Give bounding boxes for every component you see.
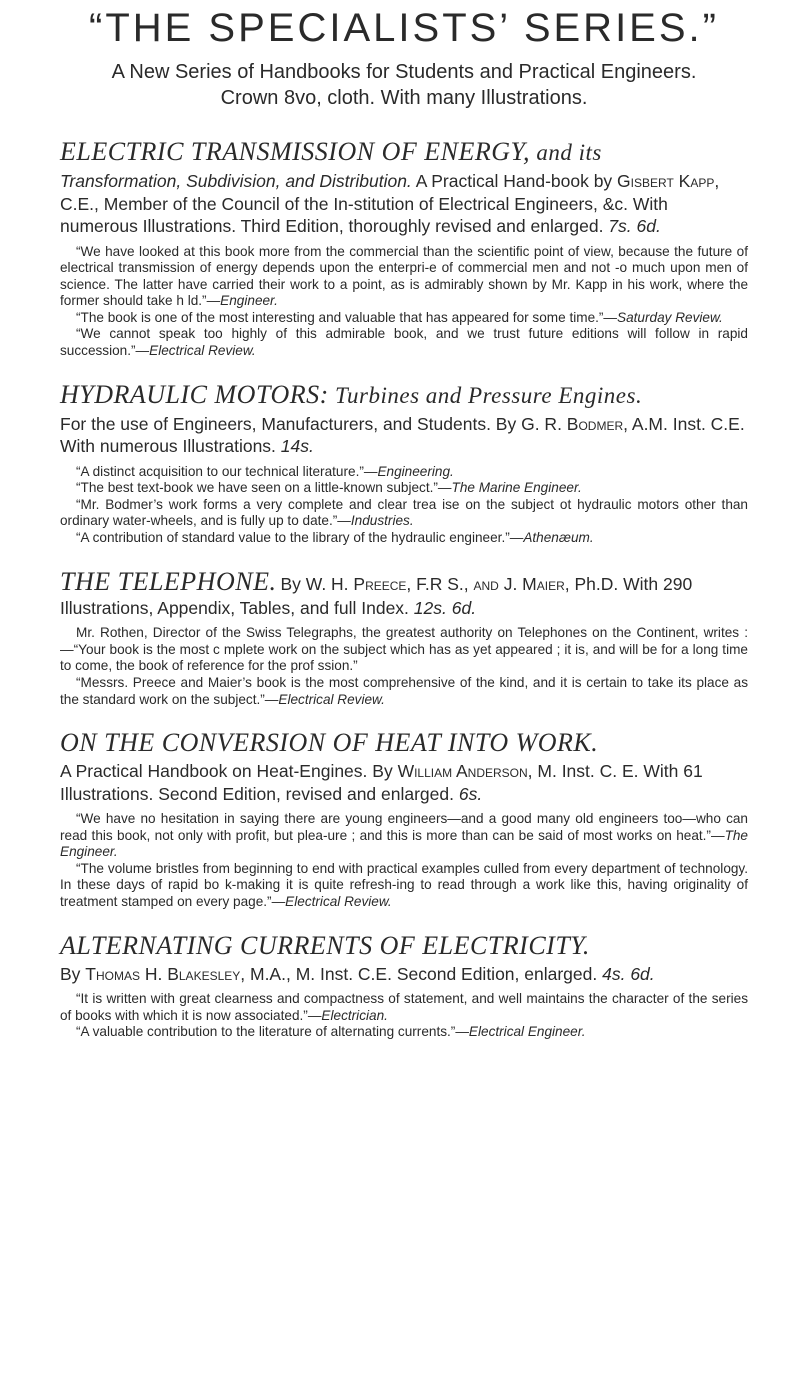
review-quote: “We cannot speak too highly of this admirable book, and we trust future editions will follow in rapid succession.”—Electrical Review. — [60, 326, 748, 359]
review-quote: “Messrs. Preece and Maier’s book is the most comprehensive of the kind, and it is certain to take its place as the standard work on the subject.”—Electrical Review. — [60, 674, 748, 707]
review-quote: Mr. Rothen, Director of the Swiss Telegraphs, the greatest authority on Telephones on the Continent, writes :—“Your book is the most c mplete work on the subject which has as yet appeared ; it is, and will be for a long time to come, the book of reference for the prof ssion.” — [60, 625, 748, 674]
series-title: “THE SPECIALISTS’ SERIES.” — [89, 6, 719, 50]
book-title: ON THE CONVERSION OF HEAT INTO WORK. — [60, 728, 599, 758]
review-quote: “The best text-book we have seen on a little-known subject.”—The Marine Engineer. — [76, 480, 582, 496]
book-entry-hydraulic-motors — [60, 380, 748, 547]
book-title: ELECTRIC TRANSMISSION OF ENERGY, and its — [60, 137, 602, 166]
book-reviews — [60, 991, 748, 1041]
book-price: 6s. — [458, 783, 483, 804]
book-author: G. R. Bodmer — [521, 413, 624, 434]
review-quote: “We have no hesitation in saying there are young engineers—and a good many old engineers too—who can read this book, not only with profit, but plea-ure ; and this is more than can be said of most works on heat.”—The Engineer. — [60, 811, 748, 860]
review-quote: “A valuable contribution to the literature of alternating currents.”—Electrical Engineer. — [76, 1024, 586, 1040]
book-author: Gisbert Kapp — [617, 171, 715, 191]
book-author: William Anderson — [397, 761, 528, 782]
book-author: Thomas H. Blakesley — [85, 963, 241, 984]
book-description: Transformation, Subdivision, and Distribution. A Practical Hand-book by Gisbert Kapp, C.E., Member of the Council of the In-stitution of Electrical Engineers, &c. With numerous Illustrations. Third Edition, thoroughly revised and enlarged. 7s. 6d. — [60, 171, 720, 236]
review-quote: “We have looked at this book more from the commercial than the scientific point of view, because the future of electrical transmission of energy depends upon the enterpri-e of commercial men and not -o much upon men of science. The latter have carried their work to a point, as is admirably shown by Mr. Kapp in his work, where the former should take h ld.”—Engineer. — [60, 243, 748, 309]
review-quote: “A contribution of standard value to the library of the hydraulic engineer.”—Athenæum. — [76, 530, 594, 546]
review-quote: “Mr. Bodmer’s work forms a very complete and clear trea ise on the subject ot hydraulic motors other than ordinary water-wheels, and is fully up to date.”—Industries. — [60, 496, 748, 529]
book-reviews — [60, 244, 748, 360]
book-description: By Thomas H. Blakesley, M.A., M. Inst. C.E. Second Edition, enlarged. 4s. 6d. — [60, 963, 655, 984]
book-entry-telephone — [60, 567, 748, 708]
review-quote: “The book is one of the most interesting and valuable that has appeared for some time.”—Saturday Review. — [76, 309, 723, 325]
book-reviews — [60, 811, 748, 911]
review-quote: “It is written with great clearness and compactness of statement, and well maintains the character of the series of books with which it is now associated.”—Electrician. — [60, 991, 748, 1023]
series-subtitle: A New Series of Handbooks for Students and Practical Engineers. — [111, 61, 697, 83]
book-title: ALTERNATING CURRENTS OF ELECTRICITY. — [60, 930, 590, 960]
series-format-note: Crown 8vo, cloth. With many Illustrations. — [220, 87, 588, 109]
book-entry-heat-into-work — [60, 728, 748, 911]
book-price: 14s. — [280, 436, 314, 457]
book-reviews — [60, 625, 748, 708]
book-price: 4s. 6d. — [602, 963, 655, 984]
book-title: THE TELEPHONE. — [60, 566, 277, 596]
book-price: 12s. 6d. — [413, 597, 477, 618]
review-quote: “A distinct acquisition to our technical literature.”—Engineering. — [76, 463, 454, 479]
book-entry-electric-transmission — [60, 137, 748, 360]
book-description: A Practical Handbook on Heat-Engines. By William Anderson, M. Inst. C. E. With 61 Illustrations. Second Edition, revised and enlarged. 6s. — [60, 761, 703, 804]
book-title: HYDRAULIC MOTORS: Turbines and Pressure Engines. — [60, 379, 643, 409]
book-entry-alternating-currents — [60, 931, 748, 1041]
review-quote: “The volume bristles from beginning to end with practical examples culled from every department of technology. In these days of rapid bo k-making it is quite refresh-ing to read through a work like this, having originality of treatment stamped on every page.”—Electrical Review. — [60, 860, 748, 910]
book-description: By W. H. Preece, F.R S., and J. Maier, Ph.D. With 290 Illustrations, Appendix, Tables, and full Index. 12s. 6d. — [60, 573, 693, 618]
book-price: 7s. 6d. — [608, 216, 661, 236]
book-author: W. H. Preece, F.R S., and J. Maier — [305, 573, 565, 594]
book-reviews — [60, 464, 748, 547]
book-description: For the use of Engineers, Manufacturers, and Students. By G. R. Bodmer, A.M. Inst. C.E. With numerous Illustrations. 14s. — [60, 413, 745, 457]
